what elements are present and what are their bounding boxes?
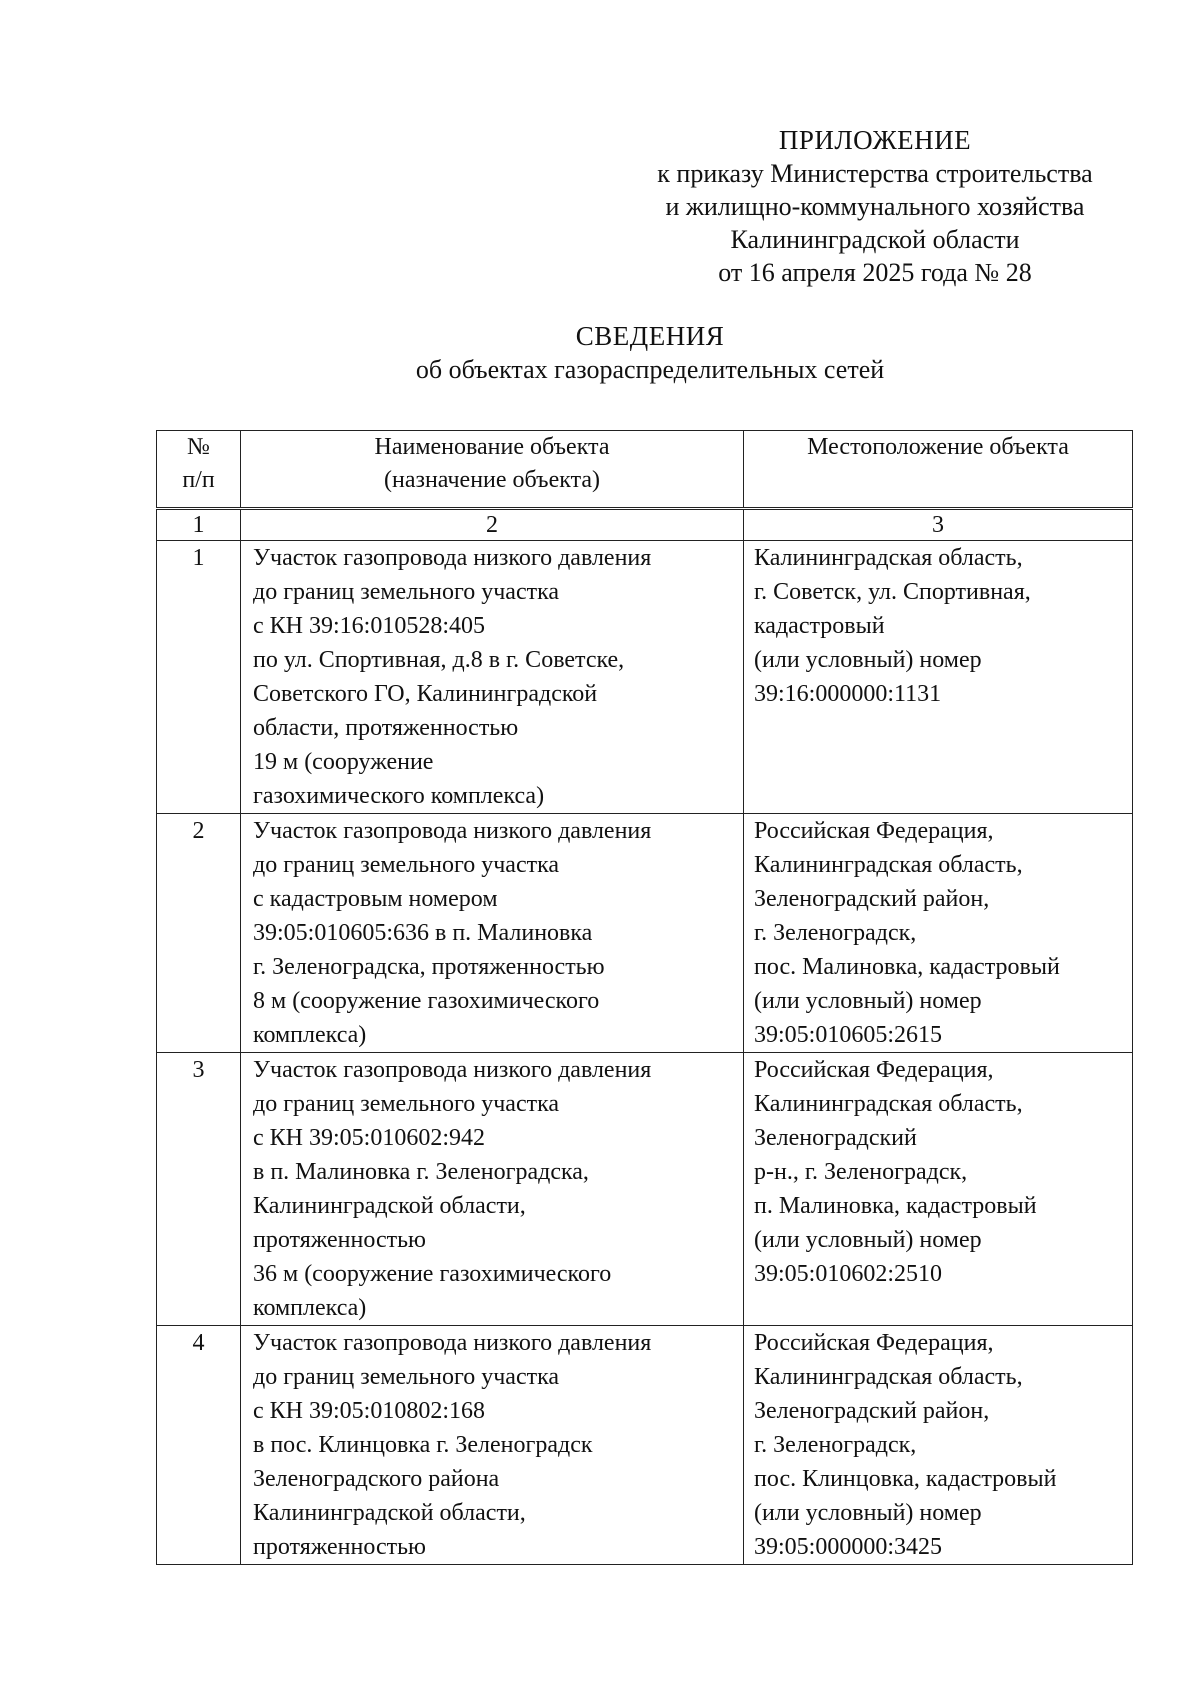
object-name-line: комплекса) (253, 1295, 367, 1321)
appendix-header (610, 124, 1140, 289)
column-number: 1 (157, 509, 241, 541)
object-name-line: в п. Малиновка г. Зеленоградска, (253, 1159, 589, 1185)
object-location-line: (или условный) номер (754, 1500, 982, 1526)
object-location-line: пос. Клинцовка, кадастровый (754, 1466, 1057, 1492)
object-location-line: 39:05:000000:3425 (754, 1534, 943, 1560)
header-name-line: Наименование объекта (374, 434, 610, 460)
object-name-line: с КН 39:05:010602:942 (253, 1125, 485, 1151)
document-title-block (150, 320, 1150, 386)
object-location-line: 39:05:010605:2615 (754, 1022, 943, 1048)
object-name-line: газохимического комплекса) (253, 783, 545, 809)
header-location (744, 431, 1133, 509)
header-number (157, 431, 241, 509)
document-title: СВЕДЕНИЯ (575, 321, 725, 351)
table-row (157, 1053, 1133, 1326)
object-location-line: Российская Федерация, (754, 818, 994, 844)
object-location-line: Калининградская область, (754, 1364, 1023, 1390)
object-name-line: Калининградской области, (253, 1500, 526, 1526)
object-location-line: 39:05:010602:2510 (754, 1261, 943, 1287)
object-location-line: Калининградская область, (754, 852, 1023, 878)
column-number: 3 (744, 509, 1133, 541)
object-name-line: до границ земельного участка (253, 1364, 560, 1390)
object-name-line: Калининградской области, (253, 1193, 526, 1219)
object-name-line: 8 м (сооружение газохимического (253, 988, 600, 1014)
object-name-line: 36 м (сооружение газохимического (253, 1261, 612, 1287)
header-number-line: п/п (182, 467, 215, 493)
object-location-line: Калининградская область, (754, 1091, 1023, 1117)
object-name-line: с КН 39:05:010802:168 (253, 1398, 485, 1424)
row-number: 2 (157, 814, 241, 1053)
object-name-line: 39:05:010605:636 в п. Малиновка (253, 920, 593, 946)
object-location-line: (или условный) номер (754, 647, 982, 673)
appendix-title: ПРИЛОЖЕНИЕ (778, 125, 972, 155)
object-location-line: 39:16:000000:1131 (754, 681, 942, 707)
object-name-line: Зеленоградского района (253, 1466, 500, 1492)
object-name-cell (241, 1326, 744, 1565)
row-number: 3 (157, 1053, 241, 1326)
object-name-line: Советского ГО, Калининградской (253, 681, 598, 707)
object-location-cell (744, 541, 1133, 814)
object-location-cell (744, 1053, 1133, 1326)
row-number: 1 (157, 541, 241, 814)
appendix-line: и жилищно-коммунального хозяйства (665, 192, 1085, 221)
object-name-line: комплекса) (253, 1022, 367, 1048)
object-location-line: пос. Малиновка, кадастровый (754, 954, 1060, 980)
object-location-line: Российская Федерация, (754, 1057, 994, 1083)
object-location-line: г. Зеленоградск, (754, 1432, 917, 1458)
appendix-line: Калининградской области (730, 225, 1020, 254)
object-location-line: Российская Федерация, (754, 1330, 994, 1356)
column-number-row (157, 509, 1133, 541)
header-number-line: № (187, 434, 210, 460)
table-row (157, 1326, 1133, 1565)
object-name-line: до границ земельного участка (253, 852, 560, 878)
object-name-line: Участок газопровода низкого давления (253, 818, 652, 844)
object-name-line: с кадастровым номером (253, 886, 498, 912)
object-name-line: Участок газопровода низкого давления (253, 1330, 652, 1356)
table-row (157, 814, 1133, 1053)
row-number: 4 (157, 1326, 241, 1565)
object-name-line: Участок газопровода низкого давления (253, 1057, 652, 1083)
header-location-line: Местоположение объекта (807, 434, 1069, 460)
object-location-line: (или условный) номер (754, 988, 982, 1014)
header-name (241, 431, 744, 509)
appendix-line: от 16 апреля 2025 года № 28 (718, 258, 1032, 287)
object-location-line: Зеленоградский район, (754, 886, 990, 912)
object-name-line: протяженностью (253, 1227, 426, 1253)
table-header-row (157, 431, 1133, 509)
table-row (157, 541, 1133, 814)
objects-table (156, 430, 1133, 1565)
object-location-line: р-н., г. Зеленоградск, (754, 1159, 968, 1185)
object-location-line: Калининградская область, (754, 545, 1023, 571)
object-name-cell (241, 1053, 744, 1326)
header-name-line: (назначение объекта) (383, 467, 600, 493)
object-name-line: с КН 39:16:010528:405 (253, 613, 485, 639)
object-name-line: г. Зеленоградска, протяженностью (253, 954, 605, 980)
object-location-line: Зеленоградский район, (754, 1398, 990, 1424)
appendix-line: к приказу Министерства строительства (657, 159, 1093, 188)
object-location-line: п. Малиновка, кадастровый (754, 1193, 1037, 1219)
object-location-line: кадастровый (754, 613, 885, 639)
object-name-line: протяженностью (253, 1534, 426, 1560)
object-location-line: Зеленоградский (754, 1125, 917, 1151)
object-location-cell (744, 1326, 1133, 1565)
object-location-line: г. Зеленоградск, (754, 920, 917, 946)
object-location-line: г. Советск, ул. Спортивная, (754, 579, 1031, 605)
object-name-line: до границ земельного участка (253, 579, 560, 605)
object-name-line: 19 м (сооружение (253, 749, 434, 775)
object-location-cell (744, 814, 1133, 1053)
object-location-line: (или условный) номер (754, 1227, 982, 1253)
object-name-line: в пос. Клинцовка г. Зеленоградск (253, 1432, 593, 1458)
column-number: 2 (241, 509, 744, 541)
object-name-line: до границ земельного участка (253, 1091, 560, 1117)
object-name-cell (241, 541, 744, 814)
object-name-line: области, протяженностью (253, 715, 519, 741)
document-subtitle: об объектах газораспределительных сетей (415, 355, 885, 384)
object-name-cell (241, 814, 744, 1053)
object-name-line: по ул. Спортивная, д.8 в г. Советске, (253, 647, 625, 673)
object-name-line: Участок газопровода низкого давления (253, 545, 652, 571)
